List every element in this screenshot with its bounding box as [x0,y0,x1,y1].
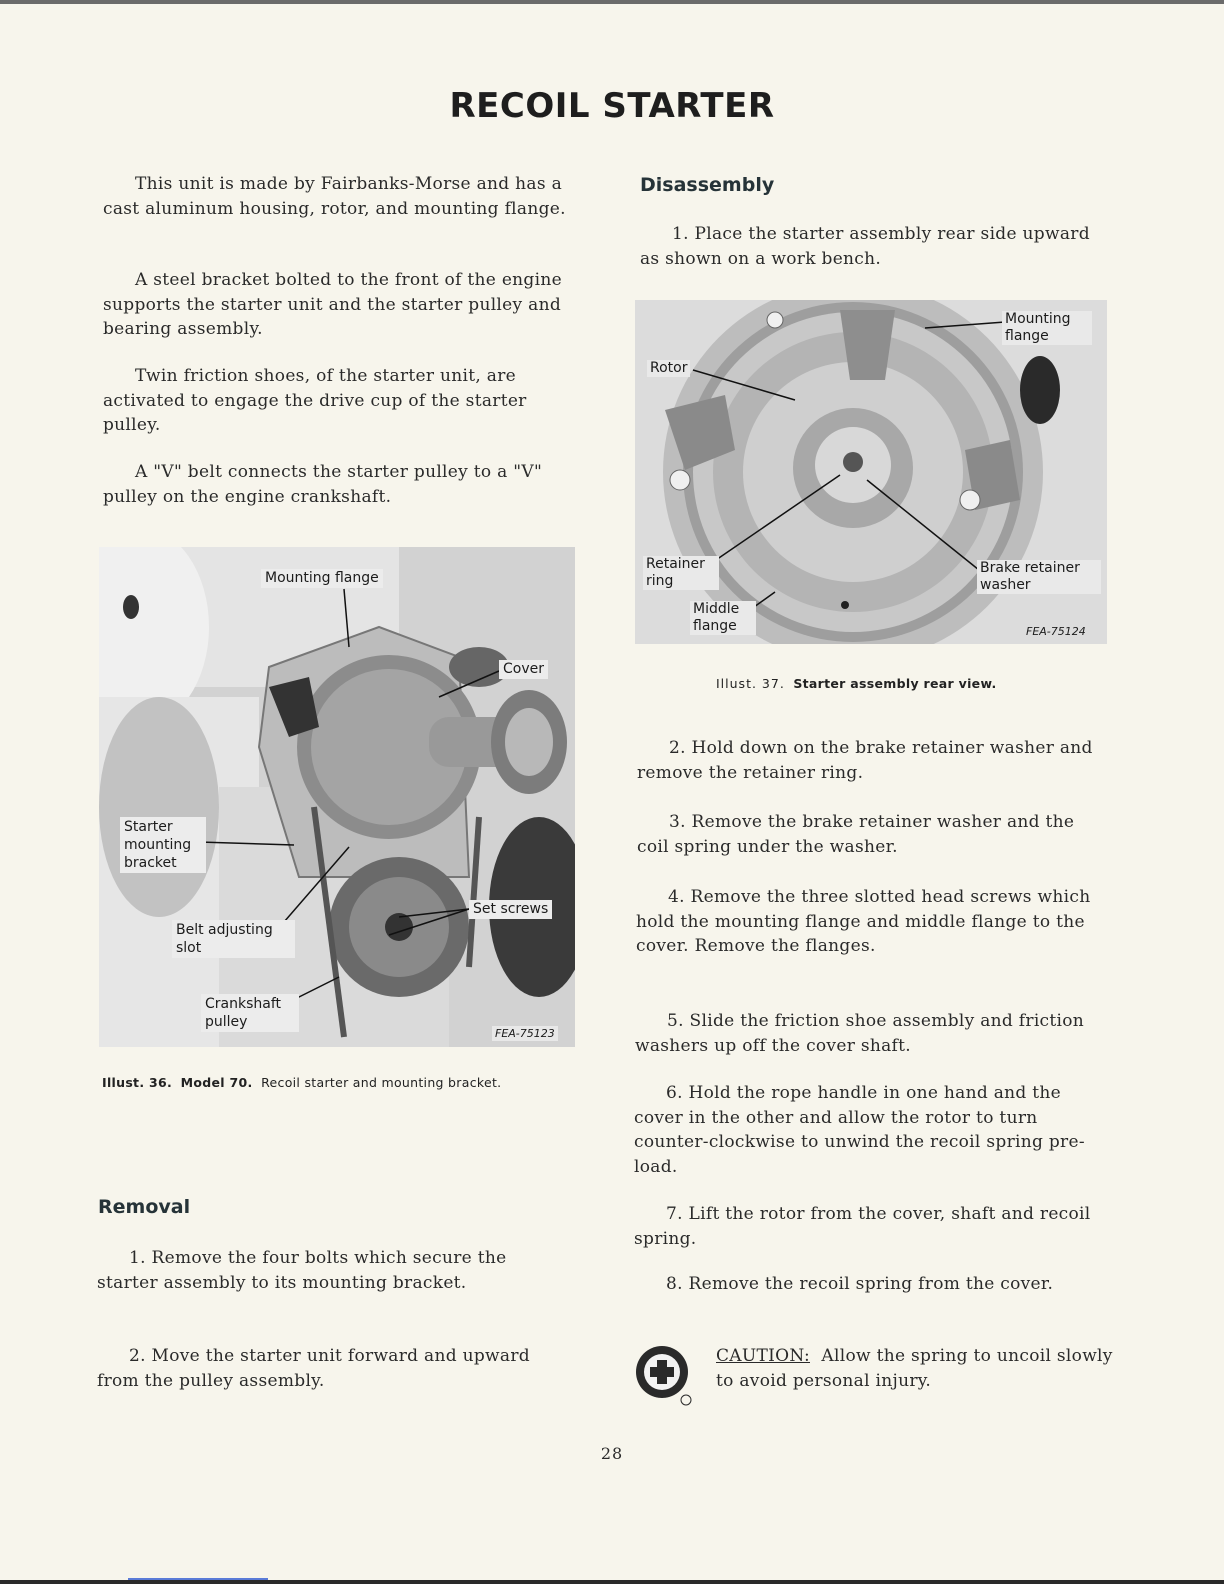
intro-paragraph-2: A steel bracket bolted to the front of the engine supports the starter unit and the starter pulley and bearing assembly. [103,270,562,339]
green-cross-emblem [632,1340,698,1406]
illustration-36-caption: Illust. 36. Model 70. Recoil starter and mounting bracket. [102,1075,502,1090]
page-title: RECOIL STARTER [449,86,775,126]
label-rotor: Rotor [647,360,690,377]
caution-note: CAUTION: Allow the spring to uncoil slowly to avoid personal injury. [716,1346,1113,1391]
page-number: 28 [600,1444,624,1463]
illustration-36-photo [99,547,575,1047]
label-set-screws: Set screws [469,900,552,919]
intro-paragraph-1: This unit is made by Fairbanks-Morse and has a cast aluminum housing, rotor, and mounting flange. [103,174,566,219]
label-middle-flange: Middle flange [690,601,756,635]
disassembly-step-1: 1. Place the starter assembly rear side upward as shown on a work bench. [640,224,1090,269]
label-retainer-ring: Retainer ring [643,556,719,590]
figure-number-36: FEA-75123 [492,1026,558,1041]
disassembly-step-2: 2. Hold down on the brake retainer washer and remove the retainer ring. [637,738,1093,783]
illustration-37-photo [635,300,1107,644]
disassembly-step-6: 6. Hold the rope handle in one hand and the cover in the other and allow the rotor to turn counter-clockwise to unwind the recoil spring pre-load. [634,1083,1085,1177]
disassembly-step-7: 7. Lift the rotor from the cover, shaft and recoil spring. [634,1204,1091,1249]
bottom-rule [0,1580,1224,1584]
removal-step-2: 2. Move the starter unit forward and upward from the pulley assembly. [97,1346,530,1391]
disassembly-step-8: 8. Remove the recoil spring from the cover. [666,1274,1054,1294]
green-cross-safety-logo-icon [632,1340,698,1406]
label-mounting-flange: Mounting flange [261,569,383,588]
disassembly-step-4: 4. Remove the three slotted head screws which hold the mounting flange and middle flange to the cover. Remove the flanges. [636,887,1091,956]
intro-paragraph-4: A "V" belt connects the starter pulley to a "V" pulley on the engine crankshaft. [103,462,543,507]
disassembly-step-5: 5. Slide the friction shoe assembly and friction washers up off the cover shaft. [635,1011,1085,1056]
top-rule [0,0,1224,4]
label-cover: Cover [499,660,548,679]
label-belt-adjusting-slot: Belt adjusting slot [172,920,295,958]
starter-bracket-drawing [99,547,575,1047]
label-crankshaft-pulley: Crankshaft pulley [201,994,299,1032]
label-mounting-flange-rear: Mounting flange [1002,311,1092,345]
removal-heading: Removal [98,1196,191,1218]
label-starter-mounting-bracket: Starter mounting bracket [120,817,206,873]
disassembly-heading: Disassembly [640,174,775,196]
disassembly-step-3: 3. Remove the brake retainer washer and the coil spring under the washer. [637,812,1075,857]
label-brake-retainer-washer: Brake retainer washer [977,560,1101,594]
illustration-37-caption: Illust. 37. Starter assembly rear view. [716,676,997,691]
figure-number-37: FEA-75124 [1026,625,1086,638]
intro-paragraph-3: Twin friction shoes, of the starter unit, are activated to engage the drive cup of the starter pulley. [103,366,527,435]
removal-step-1: 1. Remove the four bolts which secure the starter assembly to its mounting bracket. [97,1248,507,1293]
